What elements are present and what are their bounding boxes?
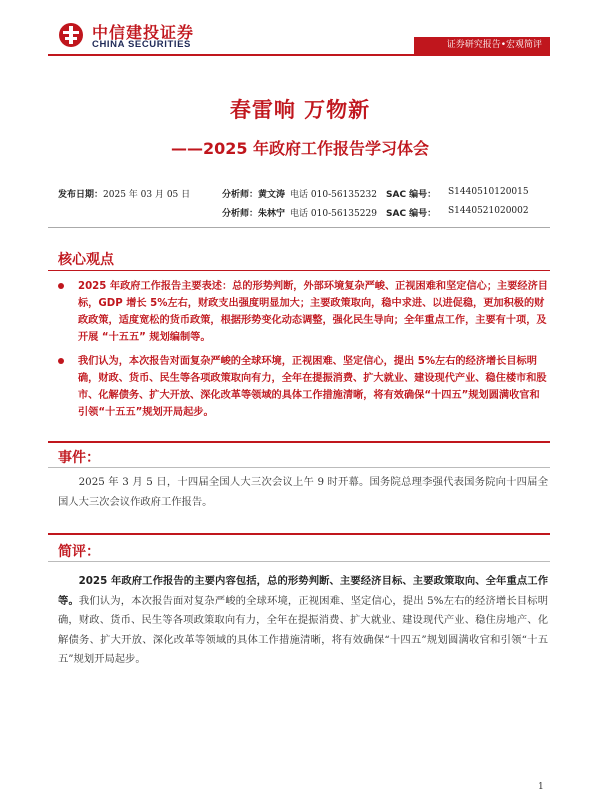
analyst-name: 朱林宁 [258,209,286,219]
company-name-en: CHINA SECURITIES [92,39,191,50]
analyst-label: 分析师： [222,190,259,200]
core-views-heading: 核心观点 [58,252,114,268]
meta-divider [48,227,550,228]
core-view-bullet [58,353,548,421]
comment-top-divider [48,533,550,535]
analyst-row [222,206,285,219]
event-top-divider [48,441,550,443]
comment-body: 我们认为，本次报告面对复杂严峻的全球环境，正视困难、坚定信心，提出 5%左右的经济增长目标明确，财政、货币、民生等各项政策取向有力，全年在提振消费、扩大就业、建设现代产业、稳住房地产、化解债务、扩大开放、深化改革等领域的具体工作措施清晰，将有效确保“十四五”规划圆满收官和引领“十五五”规划开局起步。 [58,594,549,665]
phone-value: 010-56135229 [310,209,377,219]
analyst-sac-number: S1440510120015 [448,187,529,197]
comment-lead: 2025 年政府工作报告的主要内容包括，总的形势判断、主要经济目标、主要政策取向、全年重点工作等。 [58,575,548,607]
company-name-cn: 中信建投证券 [92,23,195,42]
company-logo-icon [58,22,84,48]
analyst-label: 分析师： [222,209,259,219]
analyst-phone [290,187,377,200]
header-divider [48,54,550,56]
phone-value: 010-56135232 [310,190,377,200]
event-heading: 事件： [58,450,100,466]
comment-heading: 简评： [58,544,100,560]
comment-paragraph [58,572,548,670]
report-subtitle: ——2025 年政府工作报告学习体会 [170,139,430,158]
phone-label: 电话 [290,209,309,219]
analyst-sac [386,187,436,200]
analyst-row [222,187,285,200]
phone-label: 电话 [290,190,309,200]
sac-label: SAC 编号： [386,190,437,200]
event-paragraph: 2025 年 3 月 5 日，十四届全国人大三次会议上午 9 时开幕。国务院总理李强代表国务院向十四届全国人大三次会议作政府工作报告。 [58,476,548,508]
comment-divider [48,561,550,562]
publish-date [58,187,190,200]
core-view-text: 2025 年政府工作报告主要表述：总的形势判断，外部环境复杂严峻、正视困难和坚定信心；主要经济目标，GDP 增长 5%左右，财政支出强度明显加大；主要政策取向，稳中求进、以进促稳，更加积极的财政政策，适度宽松的货币政策，根据形势变化动态调整，强化民生导向；全年重点工作，主要有十项，及开展 “十五五” 规划编制等。 [78,281,548,343]
event-divider [48,467,550,468]
report-type-badge: 证券研究报告•宏观简评 [414,37,550,54]
bullet-dot-icon [58,358,64,364]
analyst-phone [290,206,377,219]
publish-date-label: 发布日期： [58,190,104,200]
core-view-bullet [58,278,548,346]
core-views-divider [48,270,550,271]
page-number: 1 [538,782,544,792]
report-title: 春雷响 万物新 [229,98,371,122]
analyst-name: 黄文涛 [258,190,286,200]
publish-date-value: 2025 年 03 月 05 日 [103,190,191,200]
sac-label: SAC 编号： [386,209,437,219]
analyst-sac [386,206,436,219]
core-view-text: 我们认为，本次报告对面复杂严峻的全球环境，正视困难、坚定信心，提出 5%左右的经济增长目标明确，财政、货币、民生等各项政策取向有力，全年在提振消费、扩大就业、建设现代产业、稳住楼市和股市、化解债务、扩大开放、深化改革等领域的具体工作措施清晰，将有效确保“十四五”规划圆满收官和引领“十五五”规划开局起步。 [78,356,547,418]
bullet-dot-icon [58,283,64,289]
analyst-sac-number: S1440521020002 [448,206,529,216]
